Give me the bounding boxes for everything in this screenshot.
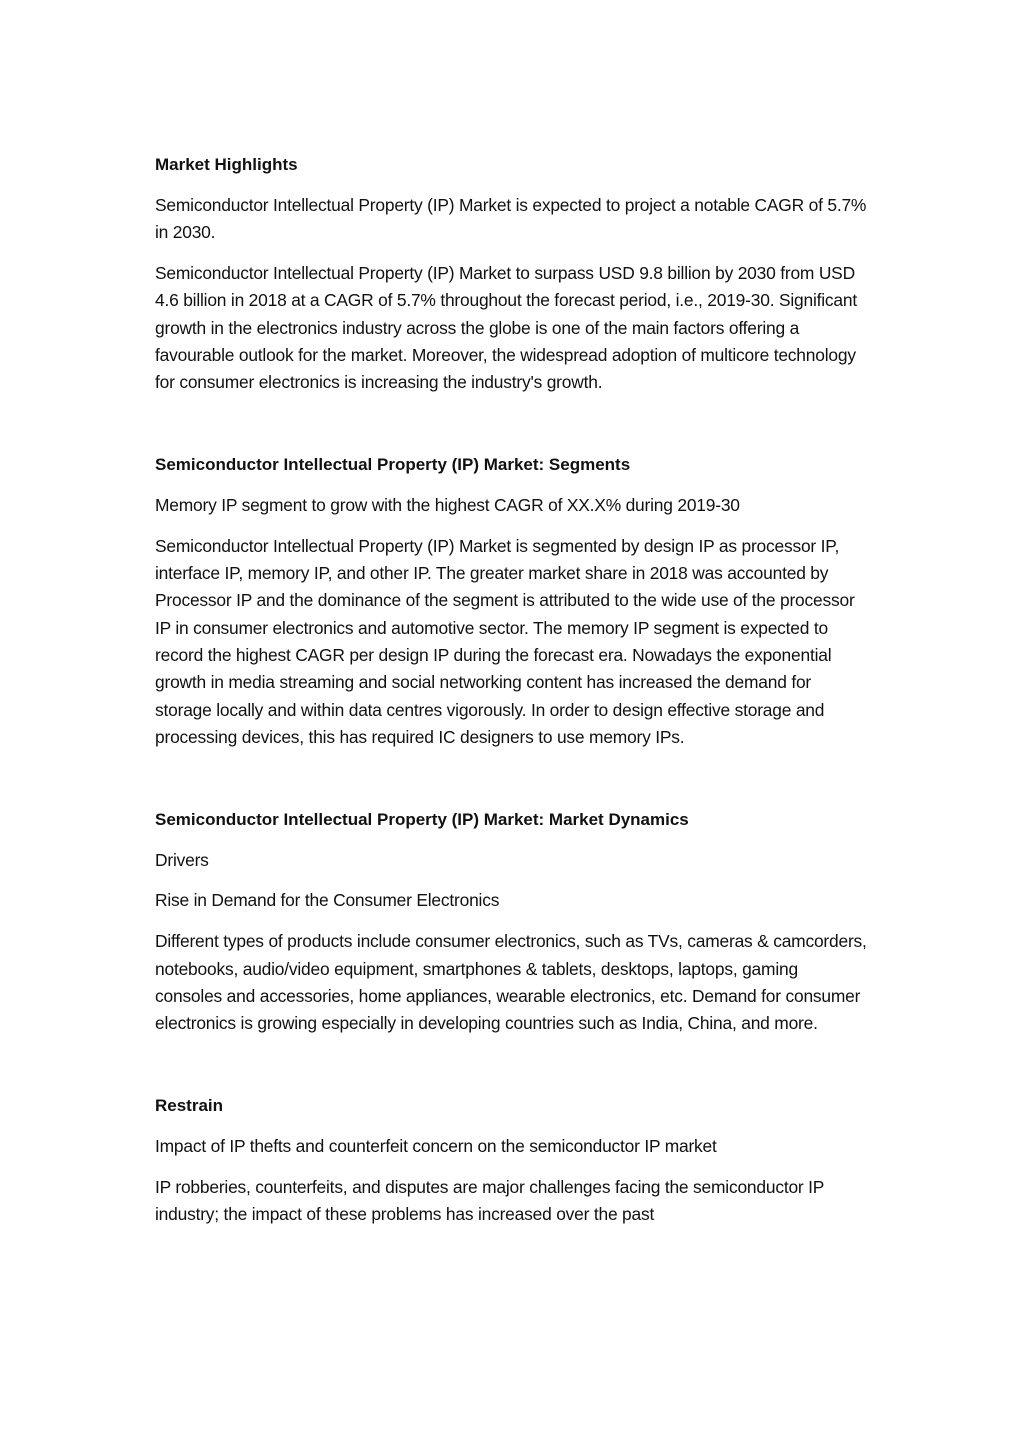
paragraph: Semiconductor Intellectual Property (IP) Market is segmented by design IP as processor IP, interface IP, memory IP, and other IP. The greater market share in 2018 was accounted by Processor IP and the dominance of the segment is attributed to the wide use of the processor IP in consumer electronics and automotive sector. The memory IP segment is expected to record the highest CAGR per design IP during the forecast era. Nowadays the exponential growth in media streaming and social networking content has increased the demand for storage locally and within data centres vigorously. In order to design effective storage and processing devices, this has required IC designers to use memory IPs. — [155, 535, 855, 747]
paragraph: Drivers — [155, 849, 209, 870]
paragraph: Rise in Demand for the Consumer Electronics — [155, 890, 500, 911]
section-heading-market-highlights: Market Highlights — [155, 155, 298, 174]
section-heading-restrain: Restrain — [155, 1096, 224, 1116]
paragraph: Different types of products include consumer electronics, such as TVs, cameras & camcorders, notebooks, audio/video equipment, smartphones & tablets, desktops, laptops, gaming consoles and accessories, home appliances, wearable electronics, etc. Demand for consumer electronics is growing especially in developing countries such as India, China, and more. — [155, 931, 867, 1034]
paragraph: Semiconductor Intellectual Property (IP) Market is expected to project a notable CAGR of 5.7% in 2030. — [155, 194, 867, 243]
paragraph: Semiconductor Intellectual Property (IP) Market to surpass USD 9.8 billion by 2030 from USD 4.6 billion in 2018 at a CAGR of 5.7% throughout the forecast period, i.e., 2019-30. Significant growth in the electronics industry across the globe is one of the main factors offering a favourable outlook for the market. Moreover, the widespread adoption of multicore technology for consumer electronics is increasing the industry's growth. — [155, 263, 857, 393]
section-spacer — [155, 765, 867, 806]
document-body — [155, 151, 867, 1242]
paragraph: Impact of IP thefts and counterfeit concern on the semiconductor IP market — [155, 1135, 717, 1156]
paragraph: IP robberies, counterfeits, and disputes are major challenges facing the semiconductor IP industry; the impact of these problems has increased over the past — [155, 1176, 824, 1225]
section-heading-segments: Semiconductor Intellectual Property (IP) Market: Segments — [155, 455, 631, 475]
section-spacer — [155, 410, 867, 451]
section-heading-market-dynamics: Semiconductor Intellectual Property (IP) Market: Market Dynamics — [155, 809, 689, 829]
section-spacer — [155, 1051, 867, 1092]
paragraph: Memory IP segment to grow with the highest CAGR of XX.X% during 2019-30 — [155, 494, 740, 515]
